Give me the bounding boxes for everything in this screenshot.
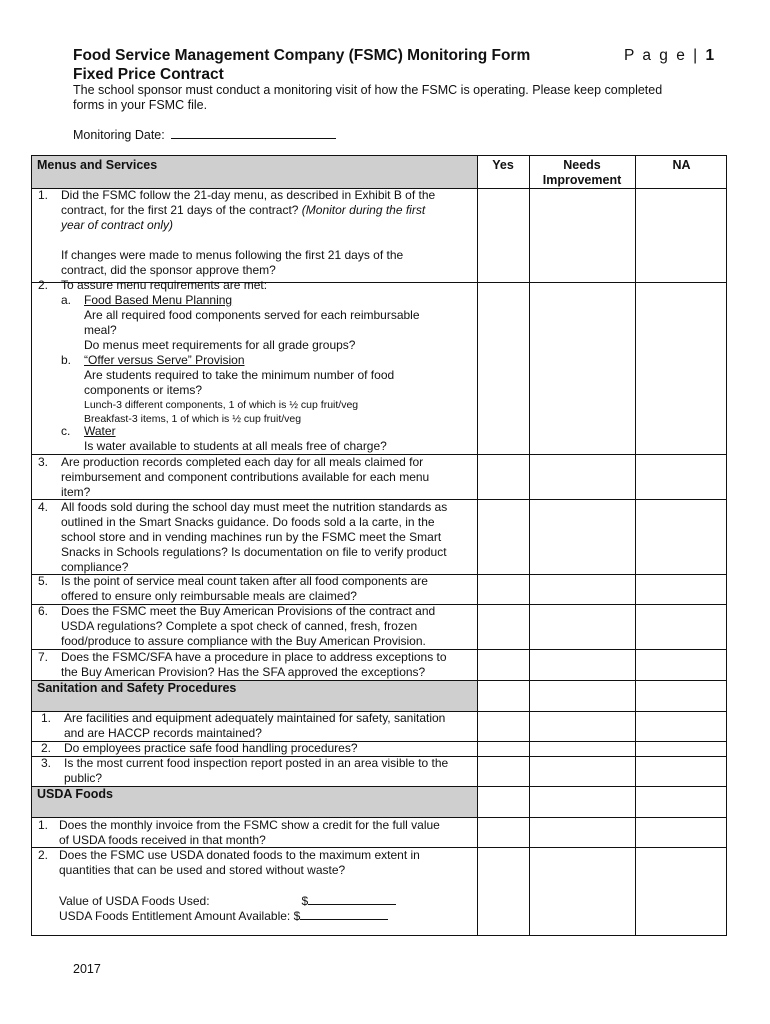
q1-line1: Did the FSMC follow the 21-day menu, as described in Exhibit B of the — [61, 188, 436, 202]
q1-line2 — [61, 203, 473, 218]
q2b-line2: components or items? — [84, 383, 203, 397]
q2c-label: c. — [61, 424, 71, 438]
col-needs-line1: Needs — [563, 158, 601, 172]
q2a-line2: meal? — [84, 323, 117, 337]
col-divider-2 — [529, 156, 530, 935]
s1-number: 1. — [41, 711, 52, 725]
q2a-label: a. — [61, 293, 72, 307]
intro-text — [73, 83, 683, 113]
q2b-title: “Offer versus Serve” Provision — [84, 353, 245, 367]
q3-line2: reimbursement and component contributions available for each menu — [61, 470, 430, 484]
q5-line2: offered to ensure only reimbursable meals are claimed? — [61, 589, 357, 603]
sanitation-question-2 — [64, 741, 476, 756]
sanitation-section-header: Sanitation and Safety Procedures — [37, 681, 237, 695]
menus-question-4 — [61, 500, 473, 575]
u2-line1: Does the FSMC use USDA donated foods to the maximum extent in — [59, 848, 420, 862]
form-title — [73, 46, 530, 84]
q6-line3: food/produce to assure compliance with the Buy American Provision. — [61, 634, 426, 648]
q2a-title: Food Based Menu Planning — [84, 293, 233, 307]
menus-question-2 — [61, 278, 473, 293]
q2c-block — [84, 424, 474, 454]
u1-line1: Does the monthly invoice from the FSMC show a credit for the full value — [59, 818, 440, 832]
usda-value-row — [59, 893, 474, 909]
usda-value-label: Value of USDA Foods Used: — [59, 894, 210, 908]
form-title-line1: Food Service Management Company (FSMC) Monitoring Form — [73, 47, 531, 64]
q4-line1: All foods sold during the school day must meet the nutrition standards as — [61, 500, 448, 514]
sanitation-question-3 — [64, 756, 476, 786]
s2-number: 2. — [41, 741, 52, 755]
q4-line5: compliance? — [61, 560, 129, 574]
menus-question-3 — [61, 455, 473, 500]
menus-question-1 — [61, 188, 473, 278]
col-needs-improvement-header — [529, 158, 635, 188]
q2b-line1: Are students required to take the minimum number of food — [84, 368, 395, 382]
sanitation-question-1 — [64, 711, 476, 741]
q5-line1: Is the point of service meal count taken after all food components are — [61, 574, 428, 588]
q2a-line1: Are all required food components served for each reimbursable — [84, 308, 420, 322]
q7-number: 7. — [38, 650, 49, 664]
q6-line1: Does the FSMC meet the Buy American Provisions of the contract and — [61, 604, 436, 618]
usda-question-2 — [59, 848, 474, 878]
col-needs-line2: Improvement — [542, 173, 622, 187]
q2a-block — [84, 293, 474, 353]
col-divider-1 — [477, 156, 478, 935]
q7-line2: the Buy American Provision? Has the SFA approved the exceptions? — [61, 665, 426, 679]
form-title-line2: Fixed Price Contract — [73, 66, 224, 83]
q3-line3: item? — [61, 485, 91, 499]
q1-line2b: (Monitor during the first — [301, 203, 426, 217]
q2c-title: Water — [84, 424, 116, 438]
dollar-sign: $ — [293, 909, 301, 923]
s1-line2: and are HACCP records maintained? — [64, 726, 262, 740]
intro-line1: The school sponsor must conduct a monitoring visit of how the FSMC is operating. Please keep completed — [73, 83, 663, 97]
u1-number: 1. — [38, 818, 49, 832]
q3-line1: Are production records completed each day for all meals claimed for — [61, 455, 424, 469]
col-yes-header: Yes — [492, 158, 514, 172]
usda-entitlement-field[interactable] — [300, 908, 388, 920]
q1-number: 1. — [38, 188, 49, 202]
page-prefix: P a g e | — [624, 47, 700, 64]
u2-line2: quantities that can be used and stored without waste? — [59, 863, 346, 877]
monitoring-table — [31, 155, 727, 936]
q6-line2: USDA regulations? Complete a spot check of canned, fresh, frozen — [61, 619, 418, 633]
usda-entitlement-row — [59, 908, 474, 924]
q4-line2: outlined in the Smart Snacks guidance. Do foods sold a la carte, in the — [61, 515, 435, 529]
col-divider-3 — [635, 156, 636, 935]
q4-line3: school store and in vending machines run by the FSMC meet the Smart — [61, 530, 442, 544]
page-number — [624, 47, 714, 65]
usda-entitlement-label: USDA Foods Entitlement Amount Available: — [59, 909, 291, 923]
q7-line1: Does the FSMC/SFA have a procedure in place to address exceptions to — [61, 650, 447, 664]
q4-number: 4. — [38, 500, 49, 514]
footer-year: 2017 — [73, 962, 101, 976]
q1-line3: year of contract only) — [61, 218, 174, 232]
q2b-breakfast-note: Breakfast-3 items, 1 of which is ½ cup fruit/veg — [84, 413, 302, 425]
q4-line4: Snacks in Schools regulations? Is documentation on file to verify product — [61, 545, 447, 559]
menus-question-6 — [61, 604, 473, 649]
u2-number: 2. — [38, 848, 49, 862]
row-line — [32, 786, 726, 787]
s1-line1: Are facilities and equipment adequately maintained for safety, sanitation — [64, 711, 446, 725]
menus-section-header: Menus and Services — [37, 158, 158, 172]
q5-number: 5. — [38, 574, 49, 588]
monitoring-date — [73, 127, 336, 142]
s3-line2: public? — [64, 771, 103, 785]
s3-number: 3. — [41, 756, 52, 770]
usda-question-1 — [59, 818, 474, 848]
s3-line1: Is the most current food inspection report posted in an area visible to the — [64, 756, 449, 770]
menus-question-5 — [61, 574, 473, 604]
monitoring-date-field[interactable] — [171, 127, 336, 139]
q1-line5: contract, did the sponsor approve them? — [61, 263, 276, 277]
usda-section-header: USDA Foods — [37, 787, 113, 801]
q2-line1: To assure menu requirements are met: — [61, 278, 268, 292]
q2a-line3: Do menus meet requirements for all grade groups? — [84, 338, 356, 352]
dollar-sign: $ — [301, 894, 309, 908]
menus-question-7 — [61, 650, 473, 680]
s2-line1: Do employees practice safe food handling procedures? — [64, 741, 358, 755]
q2c-line1: Is water available to students at all meals free of charge? — [84, 439, 387, 453]
q2-number: 2. — [38, 278, 49, 292]
u1-line2: of USDA foods received in that month? — [59, 833, 266, 847]
monitoring-date-label: Monitoring Date: — [73, 128, 165, 142]
q2b-label: b. — [61, 353, 72, 367]
page-number-value: 1 — [705, 47, 715, 64]
col-na-header: NA — [672, 158, 691, 172]
q1-line4: If changes were made to menus following the first 21 days of the — [61, 248, 404, 262]
q2b-lunch-note: Lunch-3 different components, 1 of which is ½ cup fruit/veg — [84, 399, 359, 411]
intro-line2: forms in your FSMC file. — [73, 98, 208, 112]
q2b-block — [84, 353, 474, 426]
q3-number: 3. — [38, 455, 49, 469]
q1-line2a: contract, for the first 21 days of the contract? — [61, 203, 299, 217]
usda-value-field[interactable] — [308, 893, 396, 905]
q6-number: 6. — [38, 604, 49, 618]
